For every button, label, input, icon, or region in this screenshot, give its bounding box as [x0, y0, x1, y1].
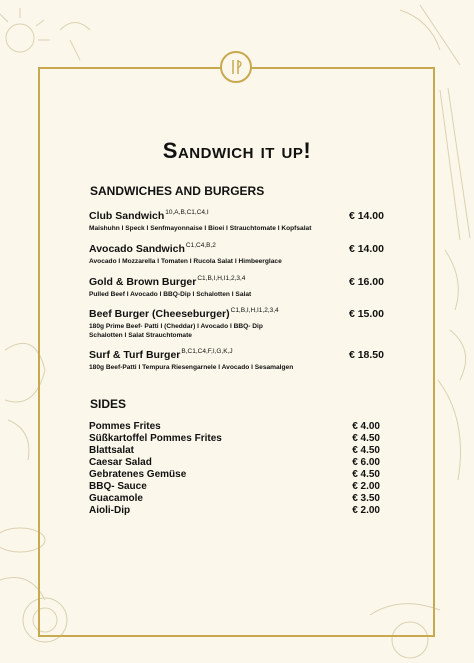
- menu-item: [89, 276, 384, 299]
- side-item: [89, 505, 380, 517]
- page-title: Sandwich it up!: [162, 138, 312, 163]
- side-item: [89, 457, 380, 469]
- side-price: € 4.00: [352, 421, 380, 432]
- side-price: € 4.50: [352, 469, 380, 480]
- side-item: [89, 445, 380, 457]
- menu-item: [89, 210, 384, 233]
- side-item: [89, 469, 380, 481]
- side-price: € 2.00: [352, 505, 380, 516]
- allergen-codes: B,C1,C4,F,I,G,K,J: [181, 348, 233, 355]
- side-name: Süßkartoffel Pommes Frites: [89, 433, 222, 444]
- item-price: € 16.00: [348, 276, 384, 288]
- item-name: Gold & Brown Burger$^{C1,B,I,H,I1,2,3,4}$: [89, 275, 246, 288]
- allergen-codes: C1,C4,B,2: [185, 242, 216, 249]
- item-price: € 14.00: [348, 243, 384, 255]
- side-name: Blattsalat: [89, 445, 135, 456]
- item-description: Avocado I Mozzarella I Tomaten I Rucola Salat I Himbeerglace: [89, 258, 282, 265]
- item-name: Beef Burger (Cheeseburger)$^{C1,B,I,H,I1,2,3,4}$: [89, 307, 279, 320]
- side-name: Caesar Salad: [89, 457, 152, 468]
- item-description: Maishuhn I Speck I Senfmayonnaise I Bioei I Strauchtomate I Kopfsalat: [89, 225, 312, 232]
- side-price: € 4.50: [352, 445, 380, 456]
- item-price: € 15.00: [348, 308, 384, 320]
- side-item: [89, 493, 380, 505]
- side-price: € 2.00: [352, 481, 380, 492]
- menu-item: [89, 308, 384, 340]
- item-description: 180g Prime Beef- Patti I (Cheddar) I Avocado I BBQ- Dip Schalotten I Salat Strauchtomate: [89, 323, 263, 339]
- side-name: Gebratenes Gemüse: [89, 469, 187, 480]
- allergen-codes: C1,B,I,H,I1,2,3,4: [230, 307, 279, 314]
- section-heading-sandwiches: SANDWICHES AND BURGERS: [90, 184, 265, 198]
- side-price: € 3.50: [352, 493, 380, 504]
- side-price: € 4.50: [352, 433, 380, 444]
- side-item: [89, 481, 380, 493]
- side-price: € 6.00: [352, 457, 380, 468]
- logo-icon: [222, 53, 250, 81]
- item-price: € 18.50: [348, 349, 384, 361]
- item-name: Avocado Sandwich$^{C1,C4,B,2}$: [89, 242, 216, 255]
- side-item: [89, 433, 380, 445]
- menu-item: [89, 349, 384, 372]
- item-name: Club Sandwich$^{10,A,B,C1,C4,I}$: [89, 209, 209, 222]
- menu-item: [89, 243, 384, 266]
- gold-monogram-logo: [220, 51, 252, 83]
- side-item: [89, 421, 380, 433]
- item-description: Pulled Beef I Avocado I BBQ-Dip I Schalotten I Salat: [89, 291, 252, 298]
- allergen-codes: C1,B,I,H,I1,2,3,4: [197, 275, 246, 282]
- side-name: Pommes Frites: [89, 421, 161, 432]
- item-name: Surf & Turf Burger$^{B,C1,C4,F,I,G,K,J}$: [89, 348, 233, 361]
- item-description: 180g Beef-Patti I Tempura Riesengarnele I Avocado I Sesamalgen: [89, 364, 294, 371]
- section-heading-sides: SIDES: [90, 397, 127, 411]
- allergen-codes: 10,A,B,C1,C4,I: [165, 209, 209, 216]
- item-price: € 14.00: [348, 210, 384, 222]
- side-name: BBQ- Sauce: [89, 481, 147, 492]
- side-name: Guacamole: [89, 493, 143, 504]
- side-name: Aioli-Dip: [89, 505, 131, 516]
